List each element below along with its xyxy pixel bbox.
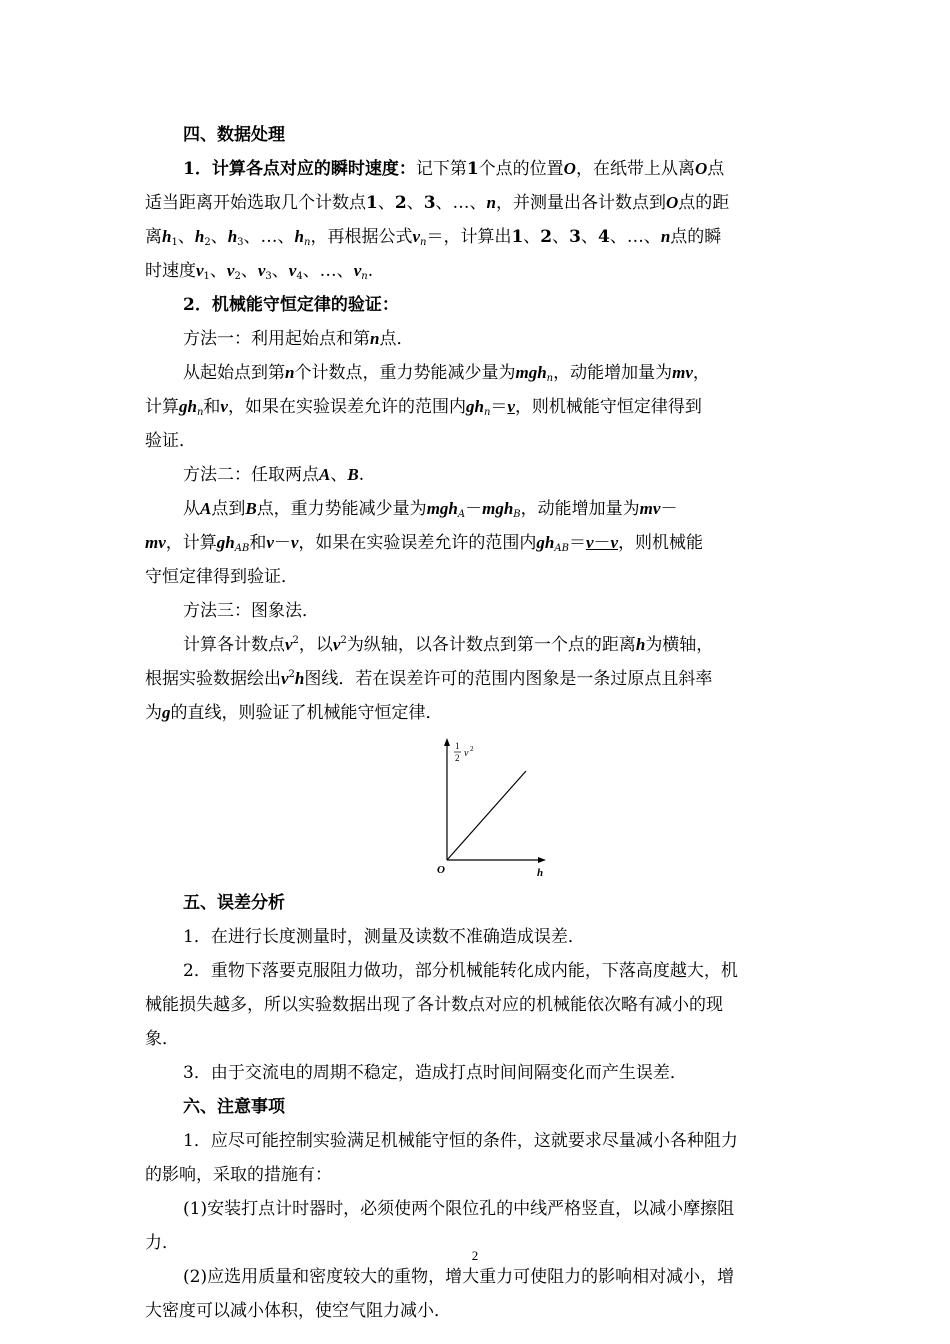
- item1-label: 1．计算各点对应的瞬时速度：: [183, 159, 416, 179]
- method1-paragraph: 从起始点到第n个计数点，重力势能减少量为mgh$_n$，动能增加量为mv， 计算$gh_n$和v，如果在实验误差允许的范围内$gh_n=v$，则机械能守恒定律得到 验证．: [145, 363, 710, 451]
- origin-label: O: [437, 864, 445, 876]
- method2-paragraph: 从A点到B点，重力势能减少量为mgh$_A$－mgh$_B$，动能增加量为mv－ mv，计算$gh_{AB}$和v－v，如果在实验误差允许的范围内$gh_{AB}=v-v$，则机械能 守恒定律得到验证．: [145, 499, 704, 587]
- x-axis-arrow: [538, 857, 546, 863]
- proportional-line: [447, 771, 526, 860]
- method1-title: 方法一：利用起始点和第n点．: [183, 329, 414, 349]
- y-label-numerator: 1: [455, 741, 460, 751]
- page-number: 2: [471, 1248, 479, 1263]
- document-page: [145, 118, 807, 1328]
- graph-svg: [425, 736, 555, 886]
- precaution-item-1b: (2)应选用质量和密度较大的重物，增大重力可使阻力的影响相对减小，增 大密度可以减小体积，使空气阻力减小．: [145, 1267, 735, 1321]
- x-axis-label: h: [537, 867, 544, 879]
- error-item-3: 3．由于交流电的周期不稳定，造成打点时间间隔变化而产生误差．: [183, 1063, 687, 1083]
- section-heading-data-processing: 四、数据处理: [183, 125, 285, 145]
- section-heading-error-analysis: 五、误差分析: [183, 893, 285, 913]
- method3-paragraph: 计算各计数点$v^2$，以$v^2$为纵轴，以各计数点到第一个点的距离h为横轴， 根据实验数据绘出$v^2h$图线．若在误差许可的范围内图象是一条过原点且斜率 为g的直线，则验证了机械能守恒定律．: [145, 635, 714, 723]
- y-label-exponent: 2: [470, 745, 474, 753]
- item2-label: 2．机械能守恒定律的验证：: [183, 295, 399, 315]
- method2-title: 方法二：任取两点A、B.: [183, 465, 365, 485]
- error-item-2: 2．重物下落要克服阻力做功，部分机械能转化成内能，下落高度越大，机 械能损失越多，所以实验数据出现了各计数点对应的机械能依次略有减小的现 象．: [145, 961, 738, 1049]
- precaution-item-1a: (1)安装打点计时器时，必须使两个限位孔的中线严格竖直，以减小摩擦阻 力．: [145, 1199, 735, 1253]
- precaution-item-1: 1．应尽可能控制实验满足机械能守恒的条件，这就要求尽量减小各种阻力 的影响，采取的措施有：: [145, 1131, 738, 1185]
- section-heading-precautions: 六、注意事项: [183, 1097, 285, 1117]
- y-label-variable: v: [464, 748, 469, 759]
- error-item-1: 1．在进行长度测量时，测量及读数不准确造成误差．: [183, 927, 585, 947]
- y-axis-arrow: [444, 738, 450, 746]
- v2-h-graph: [145, 736, 807, 886]
- paragraph-instant-velocity: 1．计算各点对应的瞬时速度：记下第1个点的位置O，在纸带上从离O点 适当距离开始选取几个计数点1、2、3、…、n，并测量出各计数点到O点的距 离$h_1$、$h_2$、$h_3$、…、$h_n$，再根据公式$v_n=$，计算出1、2、3、4、…、n点的瞬 时速度$v_1$、$v_2$、$v_3$、$v_4$、…、$v_n$.: [145, 159, 730, 282]
- method3-title: 方法三：图象法．: [183, 601, 319, 621]
- y-label-denominator: 2: [455, 753, 460, 763]
